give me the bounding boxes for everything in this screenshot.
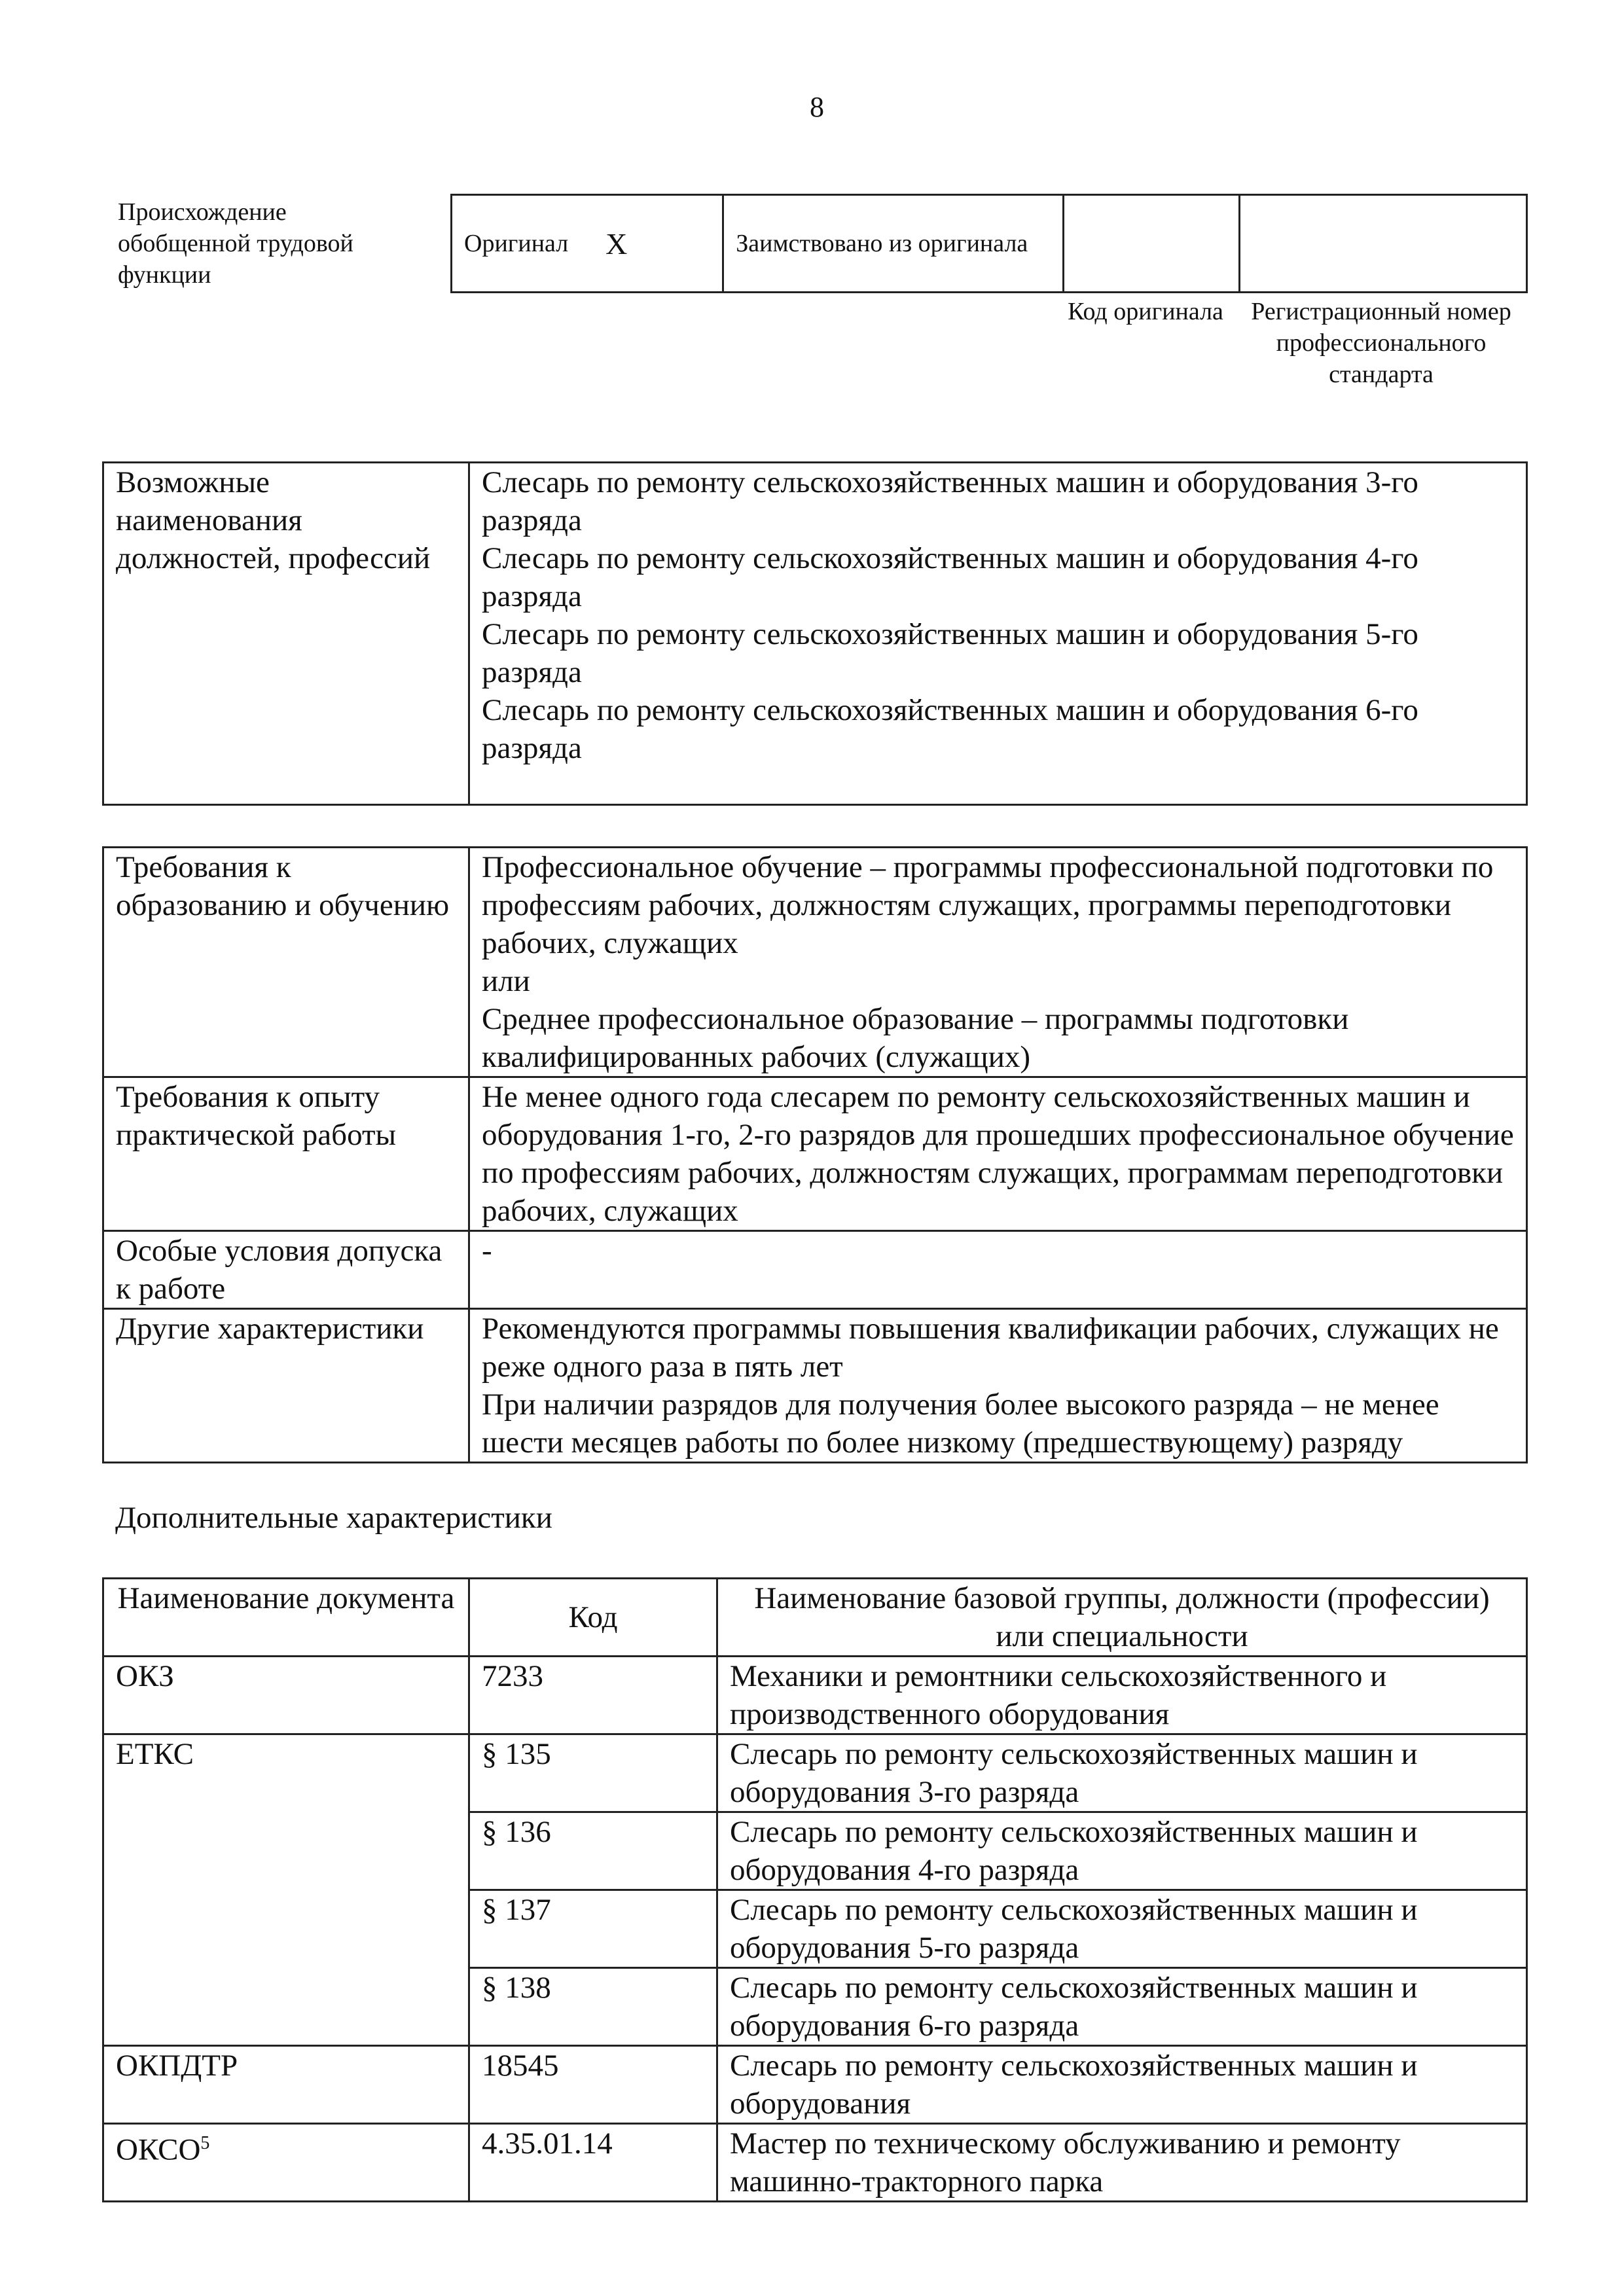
etks-code: § 136 — [469, 1812, 717, 1890]
header-document: Наименование документа — [103, 1579, 469, 1657]
other-label: Другие характеристики — [103, 1309, 469, 1463]
okso-doc-label: ОКСО — [116, 2132, 201, 2167]
okpdtr-doc: ОКПДТР — [103, 2046, 469, 2124]
okso-doc — [103, 2124, 469, 2202]
okso-footnote: 5 — [200, 2133, 210, 2153]
additional-table — [102, 1577, 1528, 2202]
header-code: Код — [469, 1579, 717, 1657]
okz-doc: ОКЗ — [103, 1657, 469, 1734]
positions-list — [469, 463, 1527, 805]
experience-label: Требования к опыту практической работы — [103, 1077, 469, 1231]
okz-code: 7233 — [469, 1657, 717, 1734]
requirements-table — [102, 846, 1528, 1463]
okso-name: Мастер по техническому обслуживанию и ремонту машинно-тракторного парка — [717, 2124, 1527, 2202]
etks-name: Слесарь по ремонту сельскохозяйственных машин и оборудования 6-го разряда — [717, 1968, 1527, 2046]
borrowed-label: Заимствовано из оригинала — [723, 195, 1063, 293]
education-label: Требования к образованию и обучению — [103, 848, 469, 1077]
original-mark: X — [594, 195, 723, 293]
other-line: Рекомендуются программы повышения квалификации рабочих, служащих не реже одного раза в пять лет — [482, 1312, 1499, 1384]
reg-caption: Регистрационный номер профессионального стандарта — [1251, 298, 1511, 388]
positions-label: Возможные наименования должностей, профессий — [103, 463, 469, 805]
etks-code: § 138 — [469, 1968, 717, 2046]
additional-title: Дополнительные характеристики — [115, 1501, 552, 1535]
original-label: Оригинал — [452, 195, 594, 293]
etks-code: § 135 — [469, 1734, 717, 1812]
other-value — [469, 1309, 1527, 1463]
origin-table — [450, 194, 1528, 293]
education-line: или — [482, 964, 530, 998]
experience-value: Не менее одного года слесарем по ремонту сельскохозяйственных машин и оборудования 1-го, 2-го разрядов для прошедших профессиональное обучение по профессиям рабочих, должностям служащих, программам переподготовки рабочих, служащих — [469, 1077, 1527, 1231]
etks-doc: ЕТКС — [103, 1734, 469, 2046]
reg-number-cell — [1239, 195, 1526, 293]
admission-value: - — [469, 1231, 1527, 1309]
okpdtr-name: Слесарь по ремонту сельскохозяйственных машин и оборудования — [717, 2046, 1527, 2124]
original-code-cell — [1063, 195, 1239, 293]
position-item: Слесарь по ремонту сельскохозяйственных машин и оборудования 4-го разряда — [482, 541, 1418, 613]
code-caption: Код оригинала — [1068, 298, 1223, 325]
positions-table — [102, 461, 1528, 806]
page-number: 8 — [810, 91, 824, 123]
position-item: Слесарь по ремонту сельскохозяйственных машин и оборудования 3-го разряда — [482, 465, 1418, 537]
origin-label: Происхождение обобщенной трудовой функции — [118, 198, 353, 289]
education-line: Профессиональное обучение – программы профессиональной подготовки по профессиям рабочих, должностям служащих, программы переподготовки рабочих, служащих — [482, 850, 1494, 960]
admission-label: Особые условия допуска к работе — [103, 1231, 469, 1309]
etks-name: Слесарь по ремонту сельскохозяйственных машин и оборудования 4-го разряда — [717, 1812, 1527, 1890]
position-item: Слесарь по ремонту сельскохозяйственных машин и оборудования 6-го разряда — [482, 693, 1418, 765]
etks-name: Слесарь по ремонту сельскохозяйственных машин и оборудования 5-го разряда — [717, 1890, 1527, 1968]
etks-code: § 137 — [469, 1890, 717, 1968]
okz-name: Механики и ремонтники сельскохозяйственного и производственного оборудования — [717, 1657, 1527, 1734]
education-line: Среднее профессиональное образование – программы подготовки квалифицированных рабочих (служащих) — [482, 1002, 1349, 1074]
header-name: Наименование базовой группы, должности (профессии) или специальности — [717, 1579, 1527, 1657]
etks-name: Слесарь по ремонту сельскохозяйственных машин и оборудования 3-го разряда — [717, 1734, 1527, 1812]
other-line: При наличии разрядов для получения более высокого разряда – не менее шести месяцев работы по более низкому (предшествующему) разряду — [482, 1388, 1439, 1460]
position-item: Слесарь по ремонту сельскохозяйственных машин и оборудования 5-го разряда — [482, 617, 1418, 689]
education-value — [469, 848, 1527, 1077]
okpdtr-code: 18545 — [469, 2046, 717, 2124]
okso-code: 4.35.01.14 — [469, 2124, 717, 2202]
